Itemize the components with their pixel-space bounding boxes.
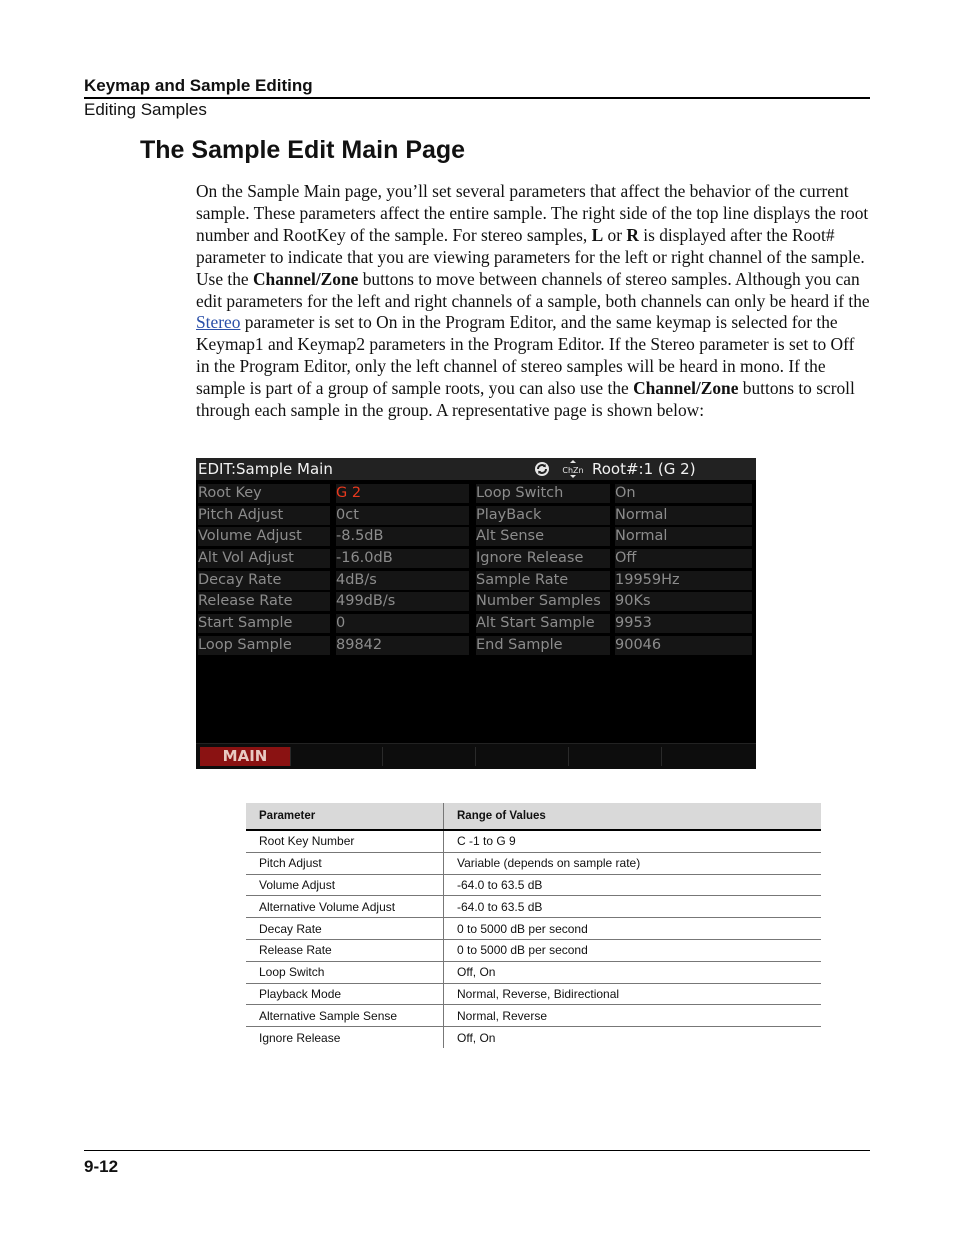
softkey-empty[interactable] <box>290 747 383 766</box>
parameter-cell: Ignore Release <box>246 1027 444 1048</box>
body-bold-run: R <box>626 224 639 245</box>
body-text-run: On the Sample Main page, you’ll set several parameters that affect the behavior of the current sample. These parameters affect the entire sample. The right side of the top line displays the root number and RootKey of the sample. For stereo samples, <box>196 181 869 245</box>
param-label[interactable]: Ignore Release <box>476 549 610 568</box>
param-value[interactable]: -8.5dB <box>336 527 469 546</box>
body-text-run: buttons to move between channels of stereo samples. Although you can edit parameters for the left and right channels of a sample, both channels can only be heard if the <box>196 268 870 311</box>
param-label[interactable]: Loop Switch <box>476 484 610 503</box>
parameter-range-table <box>246 803 821 1048</box>
param-label[interactable]: End Sample <box>476 636 610 655</box>
softkey-empty[interactable] <box>661 747 754 766</box>
param-label[interactable]: Pitch Adjust <box>198 506 330 525</box>
range-cell: 0 to 5000 dB per second <box>444 918 822 940</box>
param-label[interactable]: Volume Adjust <box>198 527 330 546</box>
footer-rule <box>84 1150 870 1151</box>
table-row <box>246 983 821 1005</box>
range-cell: Off, On <box>444 961 822 983</box>
parameter-cell: Playback Mode <box>246 983 444 1005</box>
range-cell: Normal, Reverse <box>444 1005 822 1027</box>
body-bold-run: Channel/Zone <box>633 378 739 399</box>
param-row <box>196 526 756 548</box>
refresh-icon <box>534 461 550 477</box>
body-text-run: parameter is set to On in the Program Editor, and the same keymap is selected for the Keymap1 and Keymap2 parameters in the Program Editor. If the Stereo parameter is set to Off in the Program Editor, only the left channel of stereo samples will be heard in mono. If the sample is part of a group of sample roots, you can also use the <box>196 312 855 399</box>
parameter-cell: Loop Switch <box>246 961 444 983</box>
page-title: The Sample Edit Main Page <box>140 136 466 164</box>
param-row <box>196 613 756 635</box>
parameter-cell: Alternative Sample Sense <box>246 1005 444 1027</box>
channel-zone-icon <box>562 459 584 479</box>
param-label[interactable]: Sample Rate <box>476 571 610 590</box>
body-bold-run: L <box>591 224 604 245</box>
body-text-run: buttons to scroll through each sample in the group. A representative page is shown below: <box>196 378 855 421</box>
section-title: Editing Samples <box>84 100 207 119</box>
parameter-cell: Pitch Adjust <box>246 852 444 874</box>
range-cell: 0 to 5000 dB per second <box>444 939 822 961</box>
parameter-cell: Alternative Volume Adjust <box>246 896 444 918</box>
param-label[interactable]: Loop Sample <box>198 636 330 655</box>
param-value[interactable]: Normal <box>615 506 752 525</box>
range-cell: Normal, Reverse, Bidirectional <box>444 983 822 1005</box>
svg-text:ChZn: ChZn <box>562 466 584 475</box>
stereo-link[interactable]: Stereo <box>196 312 241 333</box>
column-header-parameter: Parameter <box>246 803 444 830</box>
column-header-range: Range of Values <box>444 803 822 830</box>
param-label[interactable]: Alt Sense <box>476 527 610 546</box>
table-row <box>246 1005 821 1027</box>
param-value[interactable]: 19959Hz <box>615 571 752 590</box>
param-label[interactable]: Start Sample <box>198 614 330 633</box>
param-value[interactable]: 0 <box>336 614 469 633</box>
param-value[interactable]: 90Ks <box>615 592 752 611</box>
body-paragraph <box>196 181 872 422</box>
param-value[interactable]: 0ct <box>336 506 469 525</box>
parameter-cell: Volume Adjust <box>246 874 444 896</box>
parameter-grid <box>196 483 756 657</box>
range-cell: -64.0 to 63.5 dB <box>444 896 822 918</box>
running-header <box>84 76 870 121</box>
table-row <box>246 1027 821 1048</box>
param-value[interactable]: 4dB/s <box>336 571 469 590</box>
param-value[interactable]: 90046 <box>615 636 752 655</box>
param-row <box>196 505 756 527</box>
screen-title: EDIT:Sample Main <box>198 460 333 478</box>
param-row <box>196 548 756 570</box>
parameter-cell: Release Rate <box>246 939 444 961</box>
param-value-selected[interactable]: G 2 <box>336 484 469 503</box>
softkey-empty[interactable] <box>568 747 662 766</box>
param-label[interactable]: Number Samples <box>476 592 610 611</box>
param-value[interactable]: Normal <box>615 527 752 546</box>
param-value[interactable]: 89842 <box>336 636 469 655</box>
range-cell: Off, On <box>457 1030 496 1045</box>
table-header-row <box>246 803 821 830</box>
screen-header <box>196 458 756 480</box>
device-screen <box>196 458 756 769</box>
param-value[interactable]: 9953 <box>615 614 752 633</box>
param-row <box>196 483 756 505</box>
param-label[interactable]: Alt Start Sample <box>476 614 610 633</box>
param-row <box>196 570 756 592</box>
param-label[interactable]: Root Key <box>198 484 330 503</box>
parameter-cell: Decay Rate <box>246 918 444 940</box>
body-text-run: is displayed after the Root# parameter to indicate that you are viewing parameters for the left or right channel of the sample. Use the <box>196 224 865 289</box>
body-bold-run: Channel/Zone <box>253 268 359 289</box>
chapter-title: Keymap and Sample Editing <box>84 76 313 95</box>
softkey-main[interactable]: MAIN <box>200 747 291 766</box>
table-row <box>246 852 821 874</box>
table-row <box>246 918 821 940</box>
param-value[interactable]: 499dB/s <box>336 592 469 611</box>
param-label[interactable]: Alt Vol Adjust <box>198 549 330 568</box>
softkey-empty[interactable] <box>475 747 569 766</box>
softkey-bar <box>196 743 756 769</box>
body-text-run: or <box>603 224 627 245</box>
range-cell: -64.0 to 63.5 dB <box>444 874 822 896</box>
param-row <box>196 591 756 613</box>
param-value[interactable]: -16.0dB <box>336 549 469 568</box>
param-label[interactable]: Decay Rate <box>198 571 330 590</box>
param-label[interactable]: PlayBack <box>476 506 610 525</box>
param-value[interactable]: Off <box>615 549 752 568</box>
root-number: Root#:1 (G 2) <box>592 460 696 478</box>
softkey-empty[interactable] <box>382 747 476 766</box>
range-cell: Variable (depends on sample rate) <box>444 852 822 874</box>
param-label[interactable]: Release Rate <box>198 592 330 611</box>
param-value[interactable]: On <box>615 484 752 503</box>
table-row <box>246 896 821 918</box>
table-row <box>246 961 821 983</box>
param-row <box>196 635 756 657</box>
page-number: 9-12 <box>84 1157 119 1176</box>
table-row <box>246 874 821 896</box>
range-cell: C -1 to G 9 <box>444 830 822 852</box>
table-row <box>246 939 821 961</box>
table-row <box>246 830 821 852</box>
parameter-cell: Root Key Number <box>246 830 444 852</box>
